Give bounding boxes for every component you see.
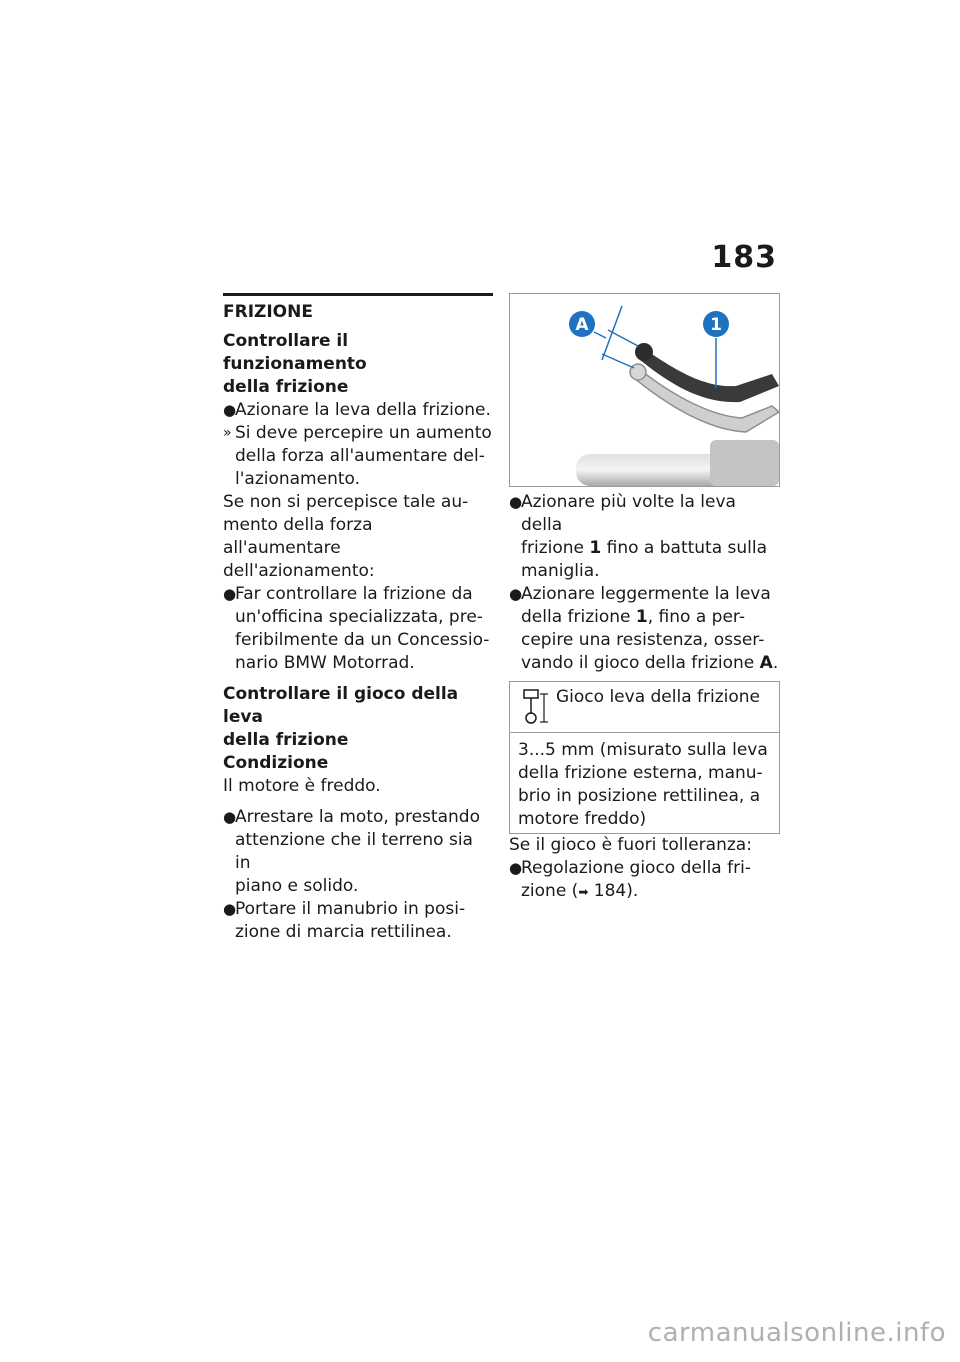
heading-line: Controllare il funzionamento — [223, 331, 367, 374]
paragraph: Se il gioco è fuori tolleranza: — [509, 835, 752, 855]
paragraph-line: mento della forza all'aumentare — [223, 515, 373, 558]
outer-lever-shape — [634, 368, 779, 432]
bullet-item — [223, 806, 493, 898]
bullet-line: nario BMW Motorrad. — [235, 653, 415, 673]
left-column — [223, 293, 493, 944]
paragraph — [223, 491, 493, 583]
bullet-item — [223, 399, 493, 422]
text-run: fino a battuta sulla — [601, 538, 768, 558]
bullet-dot-icon: ● — [223, 900, 237, 918]
section-title: FRIZIONE — [223, 302, 313, 322]
bullet-line: Azionare leggermente la leva — [521, 584, 771, 604]
bullet-item — [223, 583, 493, 675]
bullet-dot-icon: ● — [223, 808, 237, 826]
bullet-text: Azionare la leva della frizione. — [235, 400, 491, 420]
text-run: vando il gioco della frizione — [521, 653, 760, 673]
right-column — [509, 293, 780, 904]
switch-housing-shape — [710, 440, 779, 486]
bullet-line: un'officina specializzata, pre- — [235, 607, 483, 627]
bullet-line: maniglia. — [521, 561, 600, 581]
paragraph-line: Se non si percepisce tale au- — [223, 492, 469, 512]
text-run: zione ( — [521, 881, 579, 901]
spec-label: Gioco leva della frizione — [556, 687, 761, 707]
bullet-dot-icon: ● — [223, 585, 237, 603]
spec-value — [510, 733, 779, 833]
bullet-line: cepire una resistenza, osser- — [521, 630, 765, 650]
bullet-dot-icon: ● — [509, 585, 523, 603]
text-run: . — [772, 653, 779, 673]
text-run: della frizione — [521, 607, 636, 627]
dimension-line — [608, 330, 638, 346]
bullet-line: Portare il manubrio in posi- — [235, 899, 466, 919]
bullet-dot-icon: ● — [509, 493, 523, 511]
bullet-line: feribilmente da un Concessio- — [235, 630, 490, 650]
clutch-lever-figure — [509, 293, 780, 487]
result-line: l'azionamento. — [235, 469, 361, 489]
page-reference-arrow-icon: ➡ — [578, 885, 589, 899]
condition-text: Il motore è freddo. — [223, 776, 381, 796]
spec-value-line: 3...5 mm (misurato sulla leva — [518, 740, 768, 760]
heading-line: della frizione — [223, 377, 349, 397]
heading-check-play — [223, 683, 493, 752]
bullet-item — [509, 491, 780, 583]
result-arrow-icon: » — [223, 425, 232, 441]
text-run: frizione — [521, 538, 590, 558]
clutch-lever-illustration — [510, 294, 779, 486]
bullet-line: zione di marcia rettilinea. — [235, 922, 452, 942]
outer-lever-ball-shape — [630, 364, 646, 380]
spec-header — [510, 682, 779, 733]
spec-value-line: della frizione esterna, manu- — [518, 763, 763, 783]
bullet-dot-icon: ● — [223, 401, 237, 419]
paragraph-line: dell'azionamento: — [223, 561, 375, 581]
text-run: , fino a per- — [647, 607, 745, 627]
bullet-line: Regolazione gioco della fri- — [521, 858, 751, 878]
bullet-line — [521, 606, 778, 629]
heading-check-function — [223, 330, 493, 399]
bullet-line: attenzione che il terreno sia in — [235, 830, 473, 873]
bullet-item — [509, 857, 780, 904]
reference-1: 1 — [589, 538, 602, 558]
bullet-item — [509, 583, 780, 675]
page-number: 183 — [711, 240, 777, 275]
dimension-line — [602, 354, 634, 368]
leader-line — [594, 332, 606, 338]
spec-value-line: motore freddo) — [518, 809, 647, 829]
result-item — [223, 422, 493, 491]
heading-line: Controllare il gioco della leva — [223, 684, 459, 727]
result-line: Si deve percepire un aumento — [235, 423, 492, 443]
bullet-line — [521, 880, 751, 904]
text-run: ). — [626, 881, 639, 901]
dimension-line — [602, 306, 622, 360]
heading-line: della frizione — [223, 730, 349, 750]
page-reference-link[interactable]: 184 — [588, 881, 627, 901]
bullet-line — [521, 652, 778, 675]
bullet-line — [521, 537, 780, 560]
spec-box — [509, 681, 780, 834]
bullet-line: Far controllare la frizione da — [235, 584, 473, 604]
spec-value-line: brio in posizione rettilinea, a — [518, 786, 761, 806]
bullet-item — [223, 898, 493, 944]
bullet-line: Azionare più volte la leva della — [521, 492, 736, 535]
section-rule — [223, 293, 493, 296]
condition-heading: Condizione — [223, 753, 329, 773]
result-line: della forza all'aumentare del- — [235, 446, 485, 466]
measuring-gauge-icon — [510, 682, 556, 732]
bullet-dot-icon: ● — [509, 859, 523, 877]
callout-a-label: A — [575, 315, 589, 335]
callout-1-label: 1 — [710, 315, 722, 335]
reference-a: A — [759, 653, 773, 673]
reference-1: 1 — [635, 607, 648, 627]
bullet-line: Arrestare la moto, prestando — [235, 807, 480, 827]
bullet-line: piano e solido. — [235, 876, 359, 896]
watermark: carmanualsonline.info — [647, 1318, 946, 1348]
